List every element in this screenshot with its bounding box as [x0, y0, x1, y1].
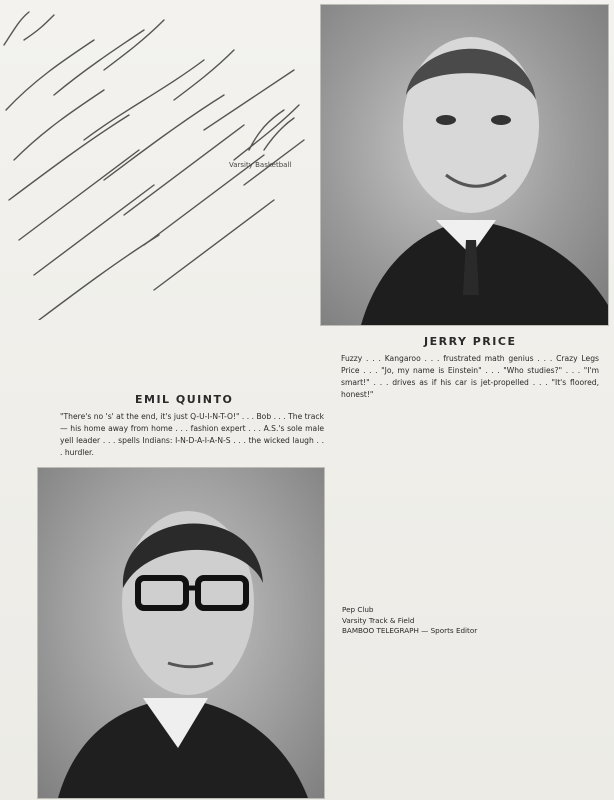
- handwritten-note: [0, 0, 324, 320]
- portrait-emil-quinto-drawing: [38, 468, 324, 798]
- portrait-jerry-price-drawing: [321, 5, 608, 325]
- name-jerry-price: JERRY PRICE: [424, 335, 517, 348]
- quinto-activity-3: BAMBOO TELEGRAPH — Sports Editor: [342, 626, 478, 635]
- bio-jerry-price: Fuzzy . . . Kangaroo . . . frustrated math genius . . . Crazy Legs Price . . . "Jo, my name is Einstein" . . . "Who studies?" . . . "I'm smart!" . . . drives as if his car is jet-propelled . . . "It's floored, honest!": [341, 354, 599, 399]
- quinto-activity-2: Varsity Track & Field: [342, 615, 415, 625]
- price-activity: Varsity Basketball: [229, 161, 292, 169]
- handwritten-note-drawing: [0, 0, 324, 320]
- bio-emil-quinto: "There's no 's' at the end, it's just Q-U-I-N-T-O!" . . . Bob . . . The track — his home away from home . . . fashion expert . . . A.S.'s sole male yell leader . . . spells Indians: I-N-D-A-I-A-N-S . . . the wicked laugh . . . hurdler.: [60, 412, 324, 457]
- quinto-activity-1: Pep Club: [342, 605, 374, 614]
- portrait-emil-quinto: [37, 467, 325, 799]
- portrait-jerry-price: [320, 4, 609, 326]
- name-emil-quinto: EMIL QUINTO: [135, 393, 234, 406]
- quinto-activities: [342, 605, 477, 637]
